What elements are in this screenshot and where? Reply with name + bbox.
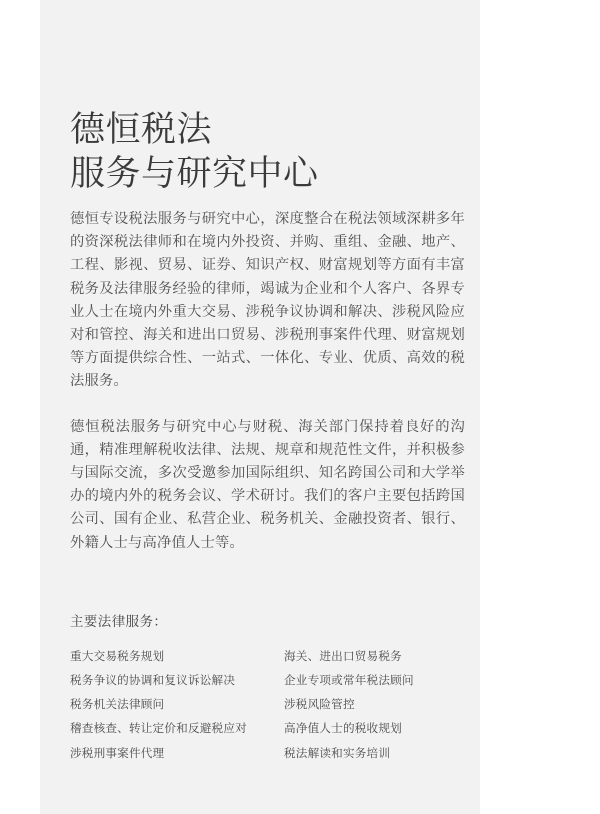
service-item: 高净值人士的税收规划 [284,721,402,736]
services-list [70,644,465,765]
service-item: 税务争议的协调和复议诉讼解决 [70,673,236,688]
service-item: 涉税刑事案件代理 [70,745,165,760]
service-item: 稽查核查、转让定价和反避税应对 [70,721,247,736]
service-item: 税法解读和实务培训 [284,745,391,760]
clients-paragraph: 德恒税法服务与研究中心与财税、海关部门保持着良好的沟通，精准理解税收法律、法规、规章和规范性文件，并积极参与国际交流，多次受邀参加国际组织、知名跨国公司和大学举办的境内外的税务会议、学术研讨。我们的客户主要包括跨国公司、国有企业、私营企业、税务机关、金融投资者、银行、外籍人士与高净值人士等。 [70,418,465,551]
title-line-2: 服务与研究中心 [70,154,319,194]
services-heading: 主要法律服务： [70,613,168,630]
service-item: 涉税风险管控 [284,697,355,712]
service-item: 海关、进出口贸易税务 [284,648,402,663]
intro-paragraph: 德恒专设税法服务与研究中心，深度整合在税法领域深耕多年的资深税法律师和在境内外投资、并购、重组、金融、地产、工程、影视、贸易、证券、知识产权、财富规划等方面有丰富税务及法律服务经验的律师，竭诚为企业和个人客户、各界专业人士在境内外重大交易、涉税争议协调和解决、涉税风险应对和管控、海关和进出口贸易、涉税刑事案件代理、财富规划等方面提供综合性、一站式、一体化、专业、优质、高效的税法服务。 [70,211,465,390]
title-line-1: 德恒税法 [70,110,213,150]
page-title [70,108,465,196]
service-item: 税务机关法律顾问 [70,697,165,712]
service-item: 重大交易税务规划 [70,648,165,663]
service-item: 企业专项或常年税法顾问 [284,673,414,688]
content [70,108,465,765]
